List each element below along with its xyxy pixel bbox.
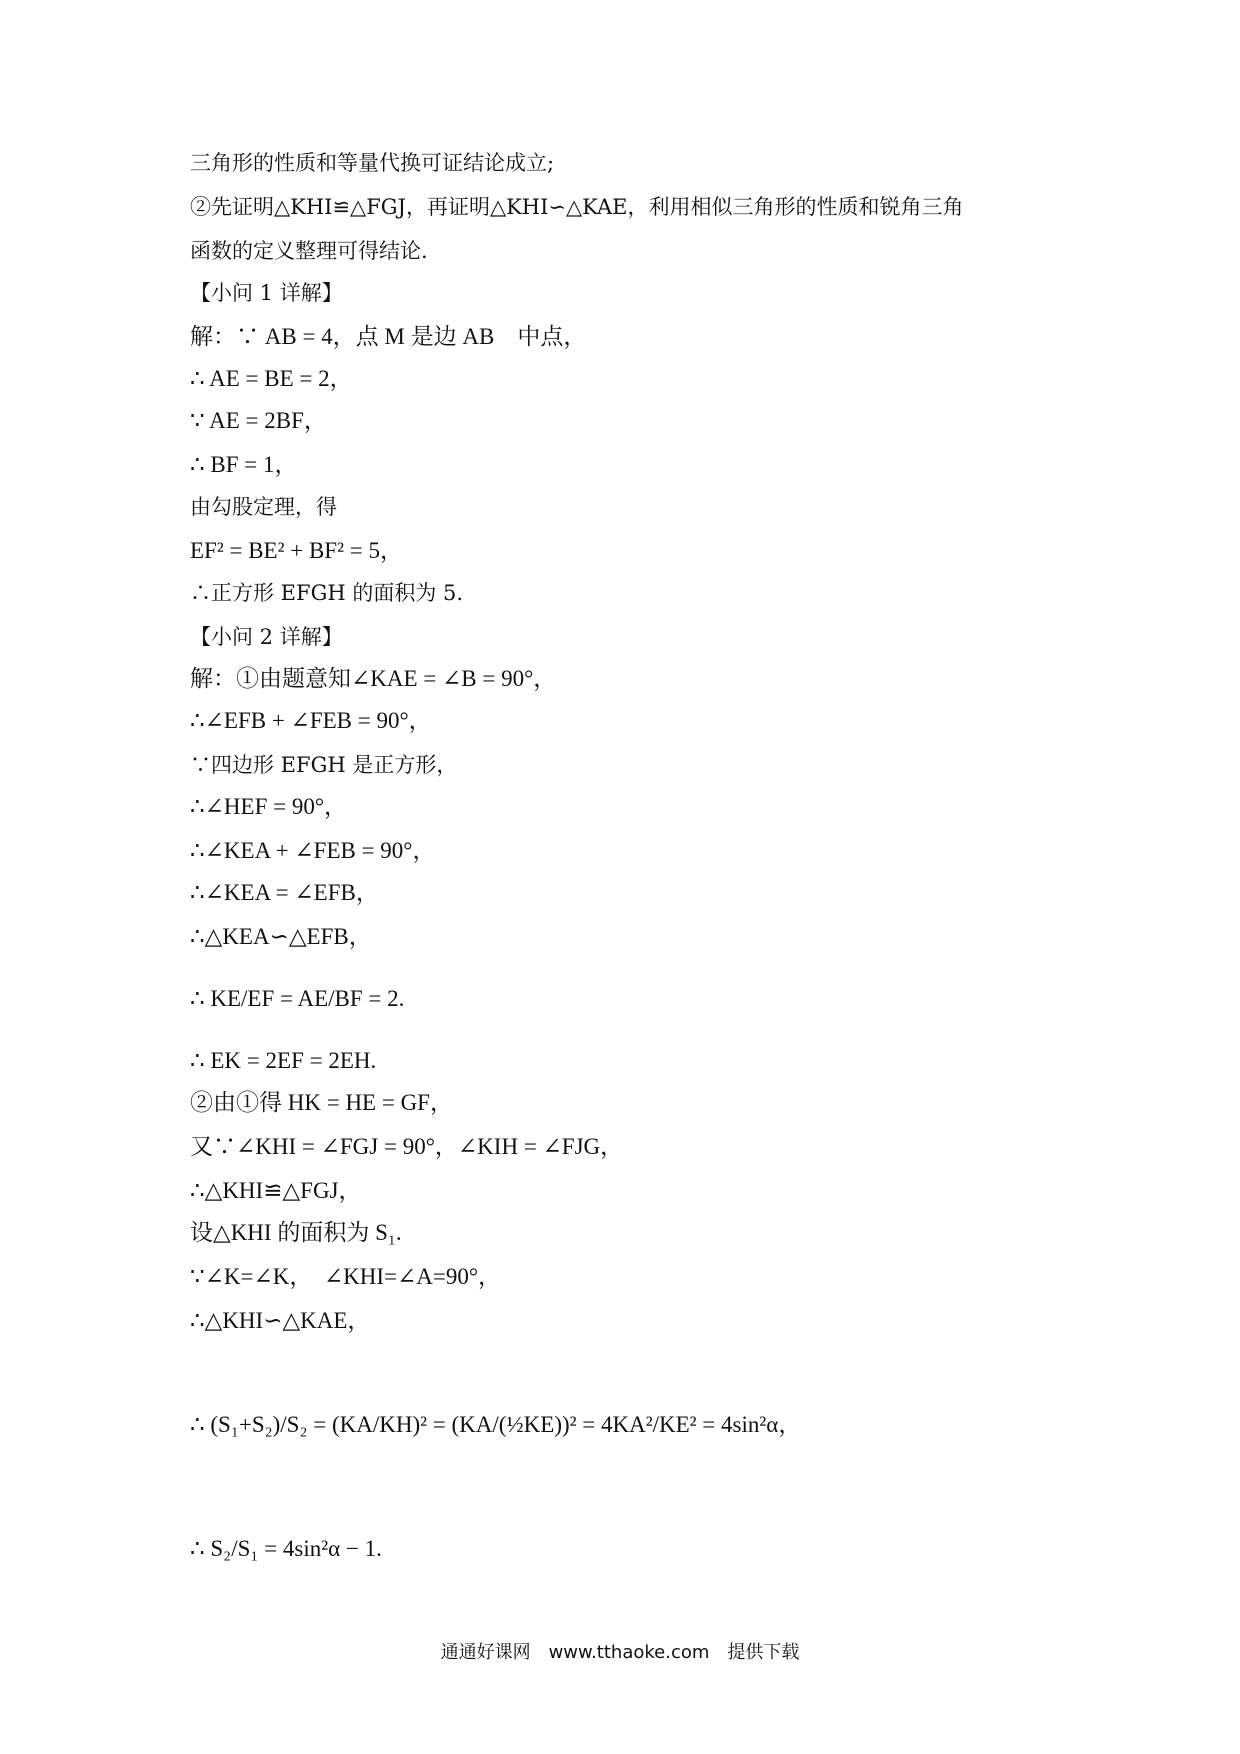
line-1: 三角形的性质和等量代换可证结论成立; — [190, 151, 555, 175]
line-20: ∴ KE/EF = AE/BF = 2. — [190, 986, 405, 1011]
line-5: 解：∵ AB = 4，点 M 是边 AB 中点， — [190, 324, 587, 349]
line-6: ∴ AE = BE = 2， — [190, 366, 353, 391]
line-22: ②由①得 HK = HE = GF， — [190, 1090, 453, 1115]
line-11: ∴正方形 EFGH 的面积为 5. — [190, 581, 464, 605]
line-3: 函数的定义整理可得结论. — [190, 239, 428, 263]
line-18: ∴∠KEA = ∠EFB， — [190, 880, 379, 905]
line-13: 解：①由题意知∠KAE = ∠B = 90°， — [190, 666, 557, 691]
line-26: ∵∠K=∠K， ∠KHI=∠A=90°， — [190, 1264, 502, 1289]
section-heading-1: 【小问 1 详解】 — [190, 281, 343, 305]
line-14: ∴∠EFB + ∠FEB = 90°， — [190, 708, 432, 733]
line-15: ∵四边形 EFGH 是正方形， — [190, 753, 458, 777]
section-heading-2: 【小问 2 详解】 — [190, 625, 343, 649]
line-24: ∴△KHI≌△FGJ， — [190, 1178, 362, 1203]
line-19: ∴△KEA∽△EFB， — [190, 924, 372, 949]
line-21: ∴ EK = 2EF = 2EH. — [190, 1048, 377, 1073]
line-29: ∴ S₂/S₁ = 4sin²α − 1. — [190, 1536, 382, 1561]
line-9: 由勾股定理，得 — [190, 495, 337, 519]
line-25: 设△KHI 的面积为 S₁. — [190, 1220, 402, 1245]
line-16: ∴∠HEF = 90°， — [190, 794, 348, 819]
line-28: ∴ (S₁+S₂)/S₂ = (KA/KH)² = (KA/(½KE))² = 4KA²/KE² = 4sin²α， — [190, 1412, 802, 1437]
line-10: EF² = BE² + BF² = 5， — [190, 538, 403, 563]
line-23: 又∵∠KHI = ∠FGJ = 90°，∠KIH = ∠FJG， — [190, 1134, 624, 1159]
line-17: ∴∠KEA + ∠FEB = 90°， — [190, 838, 436, 863]
line-2: ②先证明△KHI≌△FGJ，再证明△KHI∽△KAE，利用相似三角形的性质和锐角三角 — [190, 195, 964, 219]
line-27: ∴△KHI∽△KAE， — [190, 1308, 371, 1333]
line-8: ∴ BF = 1， — [190, 452, 298, 477]
page-footer: 通通好课网 www.tthaoke.com 提供下载 — [440, 1642, 800, 1663]
line-7: ∵ AE = 2BF， — [190, 408, 327, 433]
